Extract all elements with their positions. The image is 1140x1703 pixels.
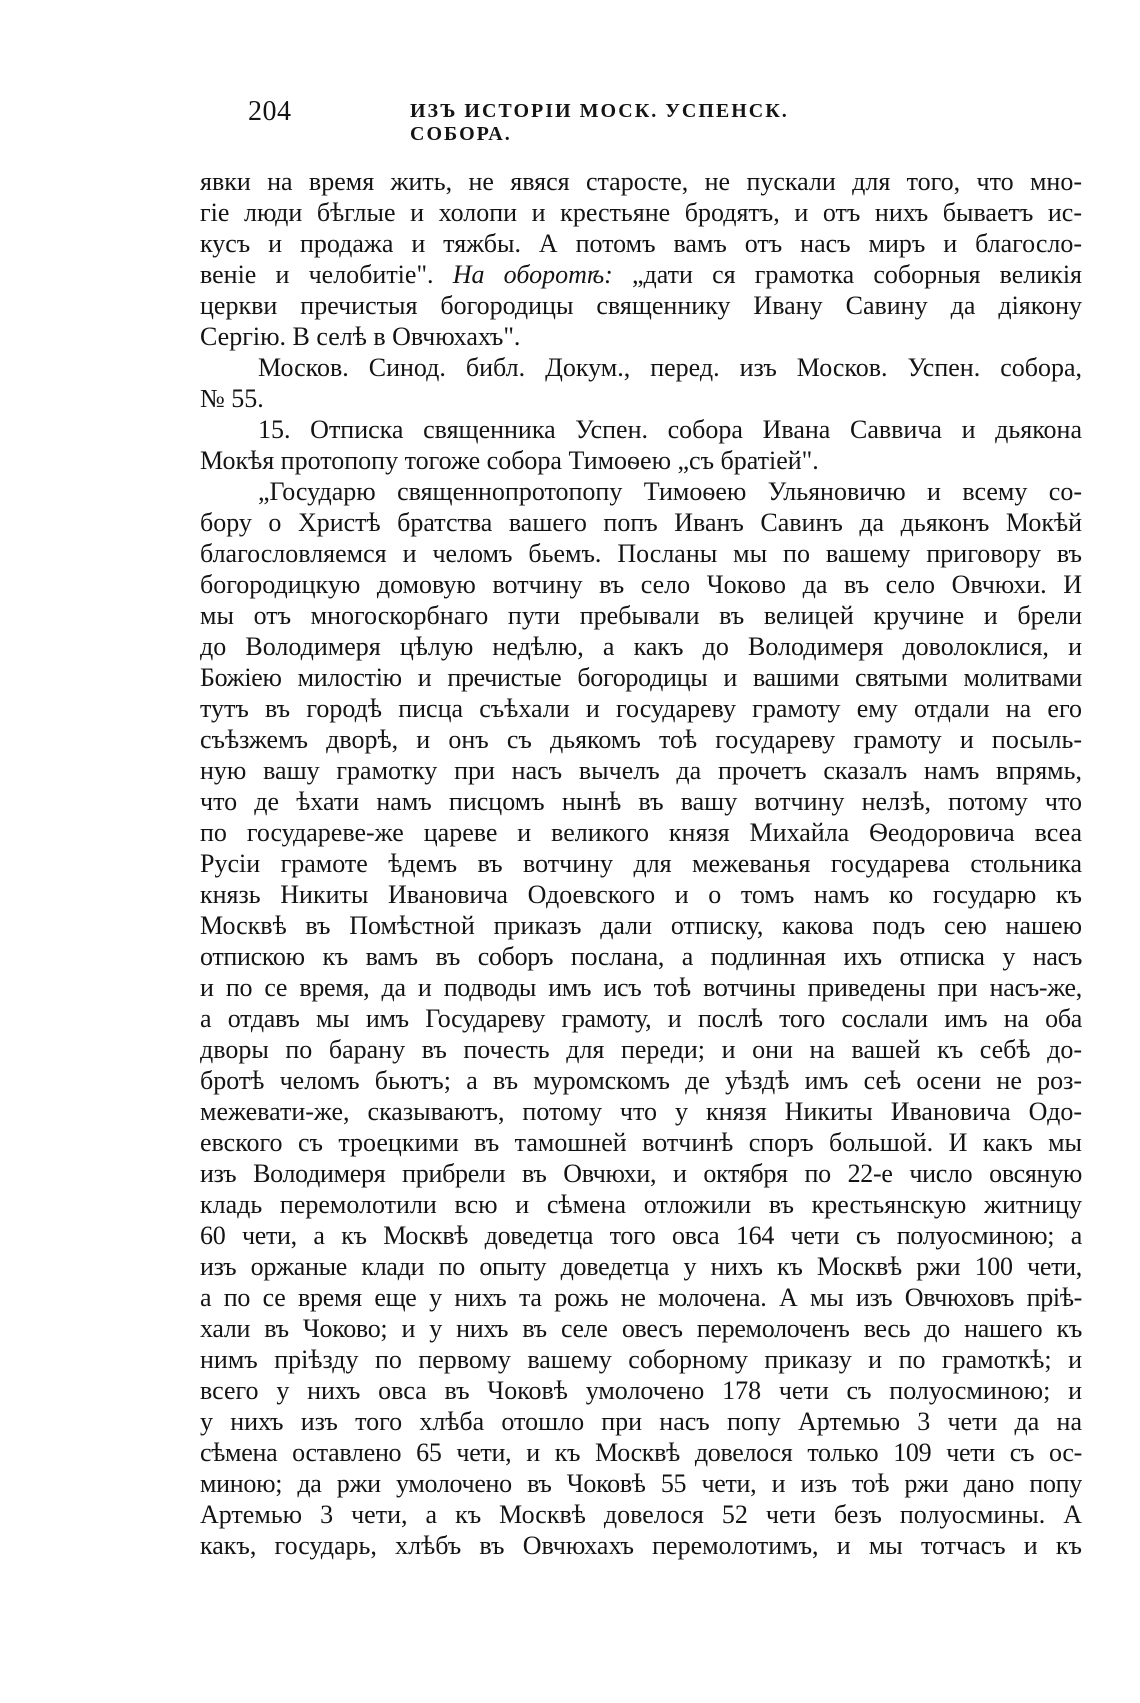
text-line: Мокѣя протопопу тогоже собора Тимоѳею „съ братіей". <box>200 446 819 475</box>
text-line: 15. Отписка священника Успен. собора Ивана Саввича и дьякона <box>258 415 1082 444</box>
text-line: что де ѣхати намъ писцомъ нынѣ въ вашу вотчину нелзѣ, потому что <box>200 787 1082 816</box>
text-line: до Володимеря цѣлую недѣлю, а какъ до Володимеря доволоклися, и <box>200 632 1082 661</box>
text-line: Артемью 3 чети, а къ Москвѣ довелося 52 чети безъ полуосмины. А <box>200 1500 1082 1529</box>
running-title: ИЗЪ ИСТОРІИ МОСК. УСПЕНСК. СОБОРА. <box>410 100 789 145</box>
text-line: явки на время жить, не явяся старосте, не пускали для того, что мно- <box>200 167 1082 196</box>
body-text <box>200 166 1082 1561</box>
text-line: а отдавъ мы имъ Государеву грамоту, и послѣ того сослали имъ на оба <box>200 1004 1082 1033</box>
text-line: Божіею милостію и пречистые богородицы и вашими святыми молитвами <box>200 663 1082 692</box>
text-line: съѣзжемъ дворѣ, и онъ съ дьякомъ тоѣ государеву грамоту и посыль- <box>200 725 1082 754</box>
text-line: Сергію. В селѣ в Овчюхахъ". <box>200 322 521 351</box>
text-line: кладь перемолотили всю и сѣмена отложили въ крестьянскую житницу <box>200 1190 1082 1219</box>
page-number: 204 <box>248 96 292 127</box>
text-line-rest: „дати ся грамотка соборныя великія <box>612 260 1082 289</box>
text-line: мы отъ многоскорбнаго пути пребывали въ велицей кручине и брели <box>200 601 1082 630</box>
text-line: евского съ троецкими въ тамошней вотчинѣ споръ большой. И какъ мы <box>200 1128 1082 1157</box>
text-line: сѣмена оставлено 65 чети, и къ Москвѣ довелося только 109 чети съ ос- <box>200 1438 1082 1467</box>
text-line: всего у нихъ овса въ Чоковѣ умолочено 178 чети съ полуосминою; и <box>200 1376 1082 1405</box>
text-line: по государеве-же цареве и великого князя Михайла Ѳеодоровича всеа <box>200 818 1082 847</box>
text-line: Москвѣ въ Помѣстной приказъ дали отписку, какова подъ сею нашею <box>200 911 1082 940</box>
text-line: бротѣ челомъ бьютъ; а въ муромскомъ де уѣздѣ имъ сеѣ осени не роз- <box>200 1066 1082 1095</box>
text-line: богородицкую домовую вотчину въ село Чоково да въ село Овчюхи. И <box>200 570 1082 599</box>
text-line: бору о Христѣ братства вашего попъ Иванъ Савинъ да дьяконъ Мокѣй <box>200 508 1082 537</box>
text-line: изъ оржаные клади по опыту доведетца у нихъ къ Москвѣ ржи 100 чети, <box>200 1252 1082 1281</box>
text-line: хали въ Чоково; и у нихъ въ селе овесъ перемолоченъ весь до нашего къ <box>200 1314 1082 1343</box>
text-line: и по се время, да и подводы имъ исъ тоѣ вотчины приведены при насъ-же, <box>200 973 1082 1002</box>
text-line: кусъ и продажа и тяжбы. А потомъ вамъ отъ насъ миръ и благосло- <box>200 229 1082 258</box>
text-line: тутъ въ городѣ писца съѣхали и государеву грамоту ему отдали на его <box>200 694 1082 723</box>
page-header <box>248 96 888 145</box>
text-line: 60 чети, а къ Москвѣ доведетца того овса 164 чети съ полуосминою; а <box>200 1221 1082 1250</box>
text-line: ную вашу грамотку при насъ вычелъ да прочетъ сказалъ намъ впрямь, <box>200 756 1082 785</box>
text-line: межевати-же, сказываютъ, потому что у князя Никиты Ивановича Одо- <box>200 1097 1082 1126</box>
text-line: отпискою къ вамъ въ соборъ послана, а подлинная ихъ отписка у насъ <box>200 942 1082 971</box>
text-line: Москов. Синод. библ. Докум., перед. изъ Москов. Успен. собора, <box>258 353 1082 382</box>
text-line: какъ, государь, хлѣбъ въ Овчюхахъ перемолотимъ, и мы тотчасъ и къ <box>200 1531 1082 1560</box>
text-line: нимъ пріѣзду по первому вашему соборному приказу и по грамоткѣ; и <box>200 1345 1082 1374</box>
text-line: князь Никиты Ивановича Одоевского и о томъ намъ ко государю къ <box>200 880 1082 909</box>
text-line: № 55. <box>200 384 264 413</box>
text-line: изъ Володимеря прибрели въ Овчюхи, и октября по 22-е число овсяную <box>200 1159 1082 1188</box>
text-line: а по се время еще у нихъ та рожь не молочена. А мы изъ Овчюховъ пріѣ- <box>200 1283 1082 1312</box>
text-line: гіе люди бѣглые и холопи и крестьяне бродятъ, и отъ нихъ бываетъ ис- <box>200 198 1082 227</box>
text-line: „Государю священнопротопопу Тимоѳею Ульяновичю и всему со- <box>258 477 1082 506</box>
text-line: миною; да ржи умолочено въ Чоковѣ 55 чети, и изъ тоѣ ржи дано попу <box>200 1469 1082 1498</box>
text-line: благословляемся и челомъ бьемъ. Посланы мы по вашему приговору въ <box>200 539 1082 568</box>
text-line: у нихъ изъ того хлѣба отошло при насъ попу Артемью 3 чети да на <box>200 1407 1082 1436</box>
text-line-with-italic <box>200 259 1082 290</box>
text-line: церкви пречистыя богородицы священнику Ивану Савину да діякону <box>200 291 1082 320</box>
text-line: веніе и челобитіе". <box>200 260 434 289</box>
italic-phrase: На оборотѣ: <box>452 260 613 289</box>
text-line: Русіи грамоте ѣдемъ въ вотчину для межеванья государева стольника <box>200 849 1082 878</box>
text-line: дворы по барану въ почесть для переди; и они на вашей къ себѣ до- <box>200 1035 1082 1064</box>
